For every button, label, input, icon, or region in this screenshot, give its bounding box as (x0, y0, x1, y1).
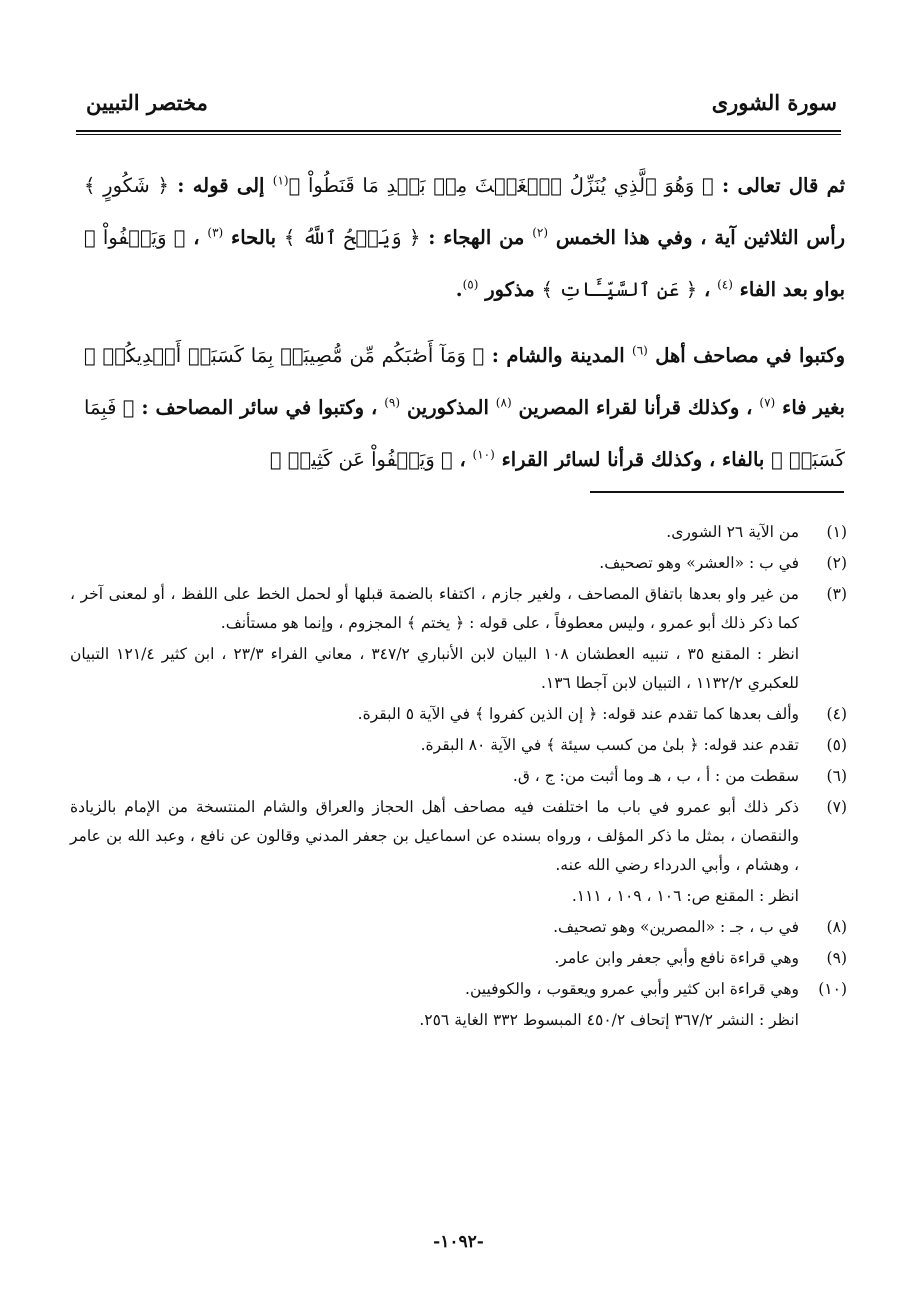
footnote-ref[interactable]: (٤) (717, 277, 733, 292)
footnote (70, 700, 847, 729)
footnote-line: ذكر ذلك أبو عمرو في باب ما اختلفت فيه مصاحف أهل الحجاز والعراق والشام المنتسخة من الإمام بالزيادة والنقصان ، بمثل ما ذكر المؤلف ، ورواه بسنده عن اسماعيل بن جعفر المدني وقالون عن نافع ، وعبد الله بن عامر ، وهشام ، وأبي الدرداء رضي الله عنه. (70, 798, 799, 874)
footnote-number: (٥) (826, 736, 847, 754)
footnote-ref[interactable]: (٣) (207, 225, 224, 240)
text-run: ، وكذلك قرأنا لقراء المصرين (511, 396, 760, 419)
footnote-line: وهي قراءة ابن كثير وأبي عمرو ويعقوب ، والكوفيين. (465, 980, 799, 998)
footnote-text (70, 640, 799, 698)
footnote-text (70, 913, 799, 942)
surah-title: سورة الشورى (711, 90, 837, 115)
header-rule-thin (76, 134, 841, 135)
footnote-text (70, 700, 799, 729)
footnote (70, 793, 847, 880)
footnote (70, 549, 847, 578)
quran-verse: ﴿ وَيَعۡفُواْ عَن كَثِيرٖ ﴾ (269, 448, 453, 471)
text-run: المذكورين (400, 396, 496, 419)
header-rule (76, 130, 841, 132)
text-run: إلى قوله : (168, 174, 273, 197)
footnote-ref[interactable]: (١) (272, 173, 289, 188)
footnote (70, 731, 847, 760)
footnote (70, 640, 847, 698)
footnote-text (70, 580, 799, 638)
footnote-number: (٢) (826, 554, 847, 572)
footnote-text (70, 518, 799, 547)
running-header (76, 88, 841, 128)
footnote-number: (٦) (826, 767, 847, 785)
text-run: بالفاء ، وكذلك قرأنا لسائر القراء (494, 448, 772, 471)
text-run: وكتبوا في مصاحف أهل (647, 344, 845, 367)
footnote-number: (٤) (826, 705, 847, 723)
footnote-text (70, 882, 799, 911)
footnote-line: في ب ، جـ : «المصرين» وهو تصحيف. (553, 918, 799, 936)
text-run: ، (452, 448, 473, 471)
footnote-text (70, 944, 799, 973)
quran-verse: ﴿ وَيَمۡحُ ٱللَّهُ ﴾ (283, 226, 421, 249)
quran-verse: ﴿ فَبِمَا كَسَبَتۡ ﴾ (84, 396, 845, 471)
footnote (70, 762, 847, 791)
footnote-text (70, 793, 799, 880)
footnote-number: (٧) (826, 798, 847, 816)
footnote-text (70, 731, 799, 760)
quran-verse: ﴿ وَيَعۡفُواْ ﴾ (84, 226, 186, 249)
footnote-ref[interactable]: (١٠) (472, 447, 495, 462)
footnote-line: انظر : المقنع ص: ١٠٦ ، ١٠٩ ، ١١١. (571, 887, 799, 905)
footnote-ref[interactable]: (٢) (532, 225, 549, 240)
main-text (84, 160, 845, 486)
footnote-text (70, 762, 799, 791)
text-run: رأس الثلاثين آية ، وفي هذا الخمس (548, 226, 846, 249)
footnote-ref[interactable]: (٥) (462, 277, 479, 292)
footnote-ref[interactable]: (٨) (495, 395, 512, 410)
paragraph-2 (84, 330, 845, 486)
text-run: من الهجاء : (420, 226, 533, 249)
footnote-line: في ب : «العشر» وهو تصحيف. (599, 554, 799, 572)
footnote-number: (٣) (826, 585, 847, 603)
footnote-ref[interactable]: (٧) (759, 395, 776, 410)
footnote (70, 913, 847, 942)
footnote-line: تقدم عند قوله: ﴿ بلىٰ من كسب سيئة ﴾ في الآية ٨٠ البقرة. (420, 736, 799, 754)
footnote-number: (٨) (826, 918, 847, 936)
text-run: ، (697, 278, 718, 301)
text-run: المدينة والشام : (484, 344, 633, 367)
footnote (70, 944, 847, 973)
footnote-number: (٩) (826, 949, 847, 967)
footnote-text (70, 975, 799, 1004)
text-run: بالحاء (223, 226, 284, 249)
footnote-text (70, 549, 799, 578)
footnote-text (70, 1006, 799, 1035)
text-run: . (455, 278, 463, 301)
text-run: ، (185, 226, 208, 249)
footnote (70, 975, 847, 1004)
footnote-line: انظر : النشر ٣٦٧/٢ إتحاف ٤٥٠/٢ المبسوط ٣٣٢ الغاية ٢٥٦. (419, 1011, 799, 1029)
footnote (70, 518, 847, 547)
book-title: مختصر التبيين (86, 90, 208, 115)
text-run: ، وكتبوا في سائر المصاحف : (134, 396, 385, 419)
text-run: ثم قال تعالى : (713, 174, 845, 197)
quran-verse: ﴿ شَكُورٍ ﴾ (84, 174, 169, 197)
footnote-line: من غير واو بعدها باتفاق المصاحف ، ولغير جازم ، اكتفاء بالضمة قبلها أو لحمل الخط على اللفظ ، أو لمعنى آخر ، كما ذكر ذلك أبو عمرو ، وليس معطوفاً ، على قوله : ﴿ يختم ﴾ المجزوم ، وإنما هو مستأنف. (70, 585, 799, 632)
footnote (70, 580, 847, 638)
page-number: -١٠٩٢- (433, 1232, 484, 1252)
footnote-line: سقطت من : أ ، ب ، هـ وما أثبت من: ج ، ق. (512, 767, 799, 785)
footnote-ref[interactable]: (٦) (632, 343, 648, 358)
quran-verse: ﴿ وَمَآ أَصَٰبَكُم مِّن مُّصِيبَةٖ بِمَا كَسَبَتۡ أَيۡدِيكُمۡ ﴾ (84, 344, 485, 367)
footnote-line: وهي قراءة نافع وأبي جعفر وابن عامر. (554, 949, 799, 967)
text-run: مذكور (478, 278, 542, 301)
footnotes (70, 518, 847, 1037)
footnote (70, 1006, 847, 1035)
quran-verse: ﴿ وَهُوَ ٱلَّذِي يُنَزِّلُ ٱلۡغَيۡثَ مِنۢ بَعۡدِ مَا قَنَطُواْ ﴾ (288, 174, 714, 197)
footnote-number: (١٠) (818, 980, 847, 998)
footnote-line: وألف بعدها كما تقدم عند قوله: ﴿ إن الذين كفروا ﴾ في الآية ٥ البقرة. (357, 705, 799, 723)
paragraph-1 (84, 160, 845, 316)
footnote-ref[interactable]: (٩) (384, 395, 401, 410)
quran-verse: ﴿ عَنِ ٱلسَّيِّـَٔاتِ ﴾ (541, 278, 698, 301)
text-run: بغير فاء (775, 396, 845, 419)
footnote-number: (١) (826, 523, 847, 541)
text-run: بواو بعد الفاء (732, 278, 845, 301)
footnote-separator (590, 491, 844, 493)
footnote-line: من الآية ٢٦ الشورى. (666, 523, 799, 541)
footnote (70, 882, 847, 911)
footnote-line: انظر : المقنع ٣٥ ، تنبيه العطشان ١٠٨ البيان لابن الأنباري ٣٤٧/٢ ، معاني الفراء ٢٣/٣ ، ابن كثير ١٢١/٤ التبيان للعكبري ١١٣٢/٢ ، التبيان لابن آجطا ١٣٦. (70, 645, 800, 692)
